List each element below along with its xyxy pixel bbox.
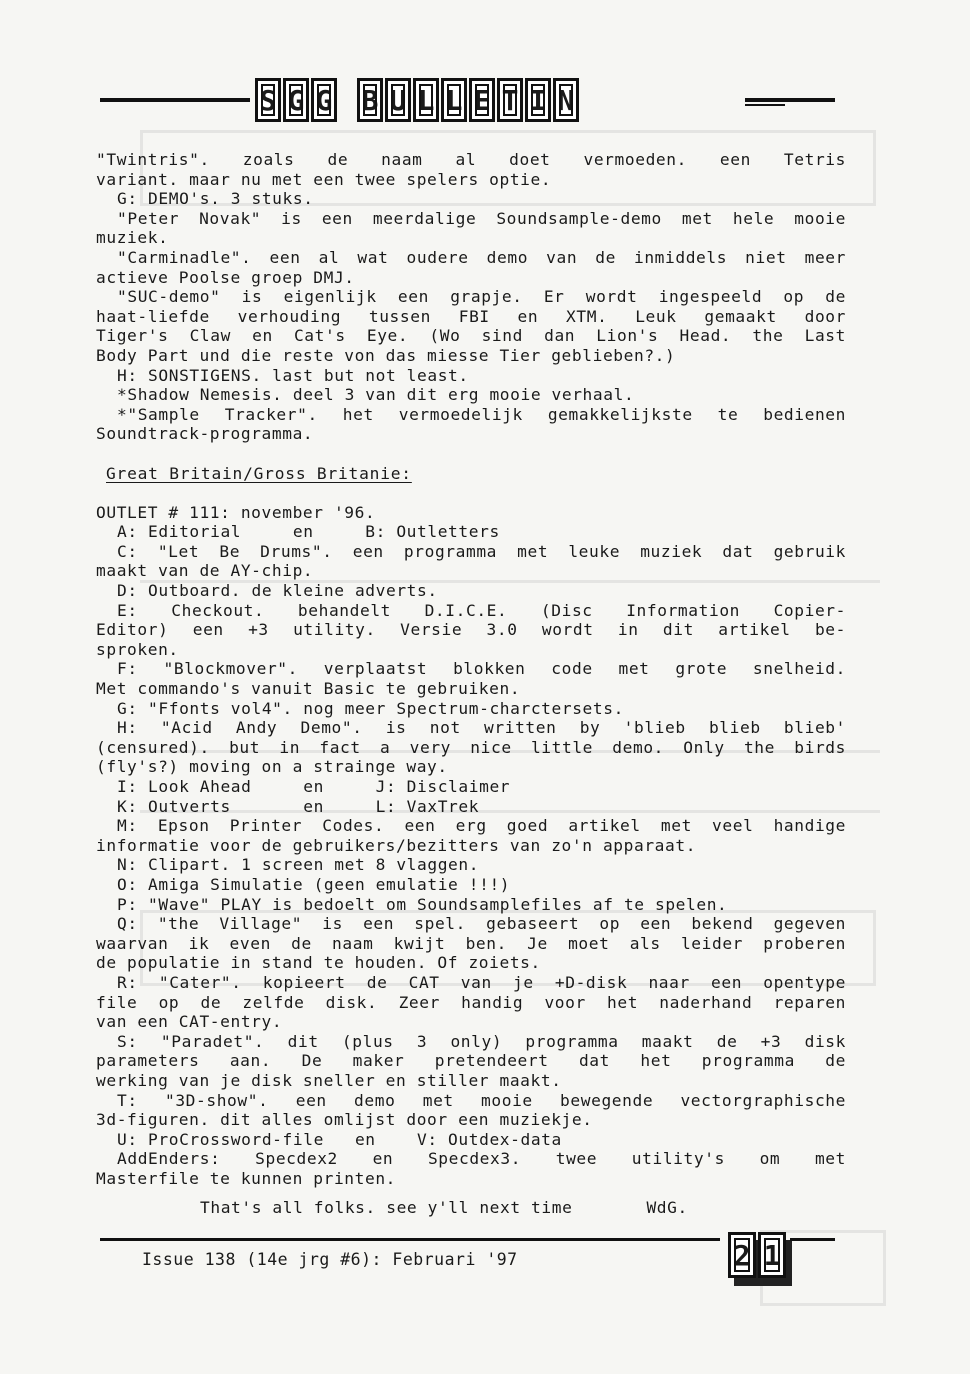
masthead-rule [745,98,835,102]
logo-letter: I [525,78,551,122]
text-line: "Peter Novak" is een meerdalige Soundsample-demo met hele mooie [117,208,846,228]
logo-letter: N [553,78,579,122]
footer-rule [100,1238,720,1241]
footer-rule [790,1238,835,1241]
section-heading: Great Britain/Gross Britanie: [106,463,412,483]
text-line: Tiger's Claw en Cat's Eye. (Wo sind dan Lion's Head. the Last [96,326,846,346]
text-line: F: "Blockmover". verplaatst blokken code met grote snelheid. [117,659,846,679]
text-line: O: Amiga Simulatie (geen emulatie !!!) [117,874,511,894]
text-line: A: Editorial en B: Outletters [117,522,500,542]
text-line: (censured). but in fact a very nice little demo. Only the birds [96,737,846,757]
text-line: 3d-figuren. dit alles omlijst door een muziekje. [96,1110,593,1130]
text-line: file op de zelfde disk. Zeer handig voor het naderhand reparen [96,992,846,1012]
text-line: Met commando's vanuit Basic te gebruiken. [96,679,521,699]
text-line: parameters aan. De maker pretendeert dat het programma de [96,1051,846,1071]
text-line: P: "Wave" PLAY is bedoelt om Soundsamplefiles af te spelen. [117,894,728,914]
text-line: Editor) een +3 utility. Versie 3.0 wordt in dit artikel be- [96,620,846,640]
logo-letter: G [311,78,337,122]
text-line: Soundtrack-programma. [96,424,314,444]
text-line: T: "3D-show". een demo met mooie bewegende vectorgraphische [117,1090,846,1110]
text-line: de populatie in stand te houden. Of zoiets. [96,953,541,973]
text-line: U: ProCrossword-file en V: Outdex-data [117,1129,562,1149]
sgg-bulletin-logo [255,78,579,126]
signoff-author: WdG. [646,1198,688,1218]
text-line: Masterfile te kunnen printen. [96,1168,397,1188]
logo-letter: E [469,78,495,122]
text-line: H: SONSTIGENS. last but not least. [117,365,469,385]
text-line: D: Outboard. de kleine adverts. [117,581,438,601]
text-line: muziek. [96,228,169,248]
logo-letter: T [497,78,523,122]
logo-word-bulletin [357,78,579,126]
page-number-digit: 1 [758,1232,786,1278]
page-number-digit: 2 [728,1232,756,1278]
text-line: waarvan ik even de naam kwijt ben. Je moet als leider proberen [96,933,846,953]
text-line: "Carminadle". een al wat oudere demo van de inmiddels niet meer [117,247,846,267]
text-line: OUTLET # 111: november '96. [96,502,376,522]
article-body [96,150,846,1218]
text-line: "Twintris". zoals de naam al doet vermoeden. een Tetris [96,150,846,169]
text-line: maakt van de AY-chip. [96,561,314,581]
text-line: K: Outverts en L: VaxTrek [117,796,480,816]
text-line: Q: "the Village" is een spel. gebaseert op een bekend gegeven [117,914,846,934]
page-footer [100,1238,835,1298]
masthead-rule [100,98,250,102]
text-line: sproken. [96,639,179,659]
text-line: actieve Poolse groep DMJ. [96,267,355,287]
text-line: M: Epson Printer Codes. een erg goed artikel met veel handige [117,816,846,836]
text-line: G: "Ffonts vol4". nog meer Spectrum-charctersets. [117,698,624,718]
text-line: E: Checkout. behandelt D.I.C.E. (Disc Information Copier- [117,600,846,620]
text-line: haat-liefde verhouding tussen FBI en XTM. Leuk gemaakt door [96,306,846,326]
logo-letter: G [283,78,309,122]
logo-letter: B [357,78,383,122]
masthead-rule [745,104,785,106]
logo-letter: U [385,78,411,122]
logo-letter: S [255,78,281,122]
text-line: Body Part und die reste von das miesse Tier geblieben?.) [96,345,676,365]
signoff-text: That's all folks. see y'll next time [200,1198,573,1218]
text-line: AddEnders: Specdex2 en Specdex3. twee utility's om met [117,1149,846,1169]
text-line: G: DEMO's. 3 stuks. [117,189,314,209]
text-line: C: "Let Be Drums". een programma met leuke muziek dat gebruik [117,541,846,561]
masthead [100,78,835,126]
text-line: N: Clipart. 1 screen met 8 vlaggen. [117,855,480,875]
text-line: (fly's?) moving on a strainge way. [96,757,448,777]
issue-line: Issue 138 (14e jrg #6): Februari '97 [142,1250,518,1269]
page-number [728,1232,786,1278]
logo-letter: L [413,78,439,122]
logo-letter: L [441,78,467,122]
text-line: "SUC-demo" is eigenlijk een grapje. Er wordt ingespeeld op de [117,287,846,307]
text-line: variant. maar nu met een twee spelers optie. [96,169,552,189]
text-line: *"Sample Tracker". het vermoedelijk gemakkelijkste te bedienen [117,404,846,424]
text-line: I: Look Ahead en J: Disclaimer [117,777,511,796]
text-line: van een CAT-entry. [96,1012,283,1032]
text-line: *Shadow Nemesis. deel 3 van dit erg mooie verhaal. [117,385,635,405]
text-line: S: "Paradet". dit (plus 3 only) programma maakt de +3 disk [117,1031,846,1051]
logo-word-sgg [255,78,337,126]
signoff-line [96,1198,846,1218]
text-line: werking van je disk sneller en stiller maakt. [96,1070,562,1090]
text-line: informatie voor de gebruikers/bezitters van zo'n apparaat. [96,835,697,855]
text-line: R: "Cater". kopieert de CAT van je +D-disk naar een opentype [117,972,846,992]
text-line: H: "Acid Andy Demo". is not written by 'blieb blieb blieb' [117,718,846,738]
